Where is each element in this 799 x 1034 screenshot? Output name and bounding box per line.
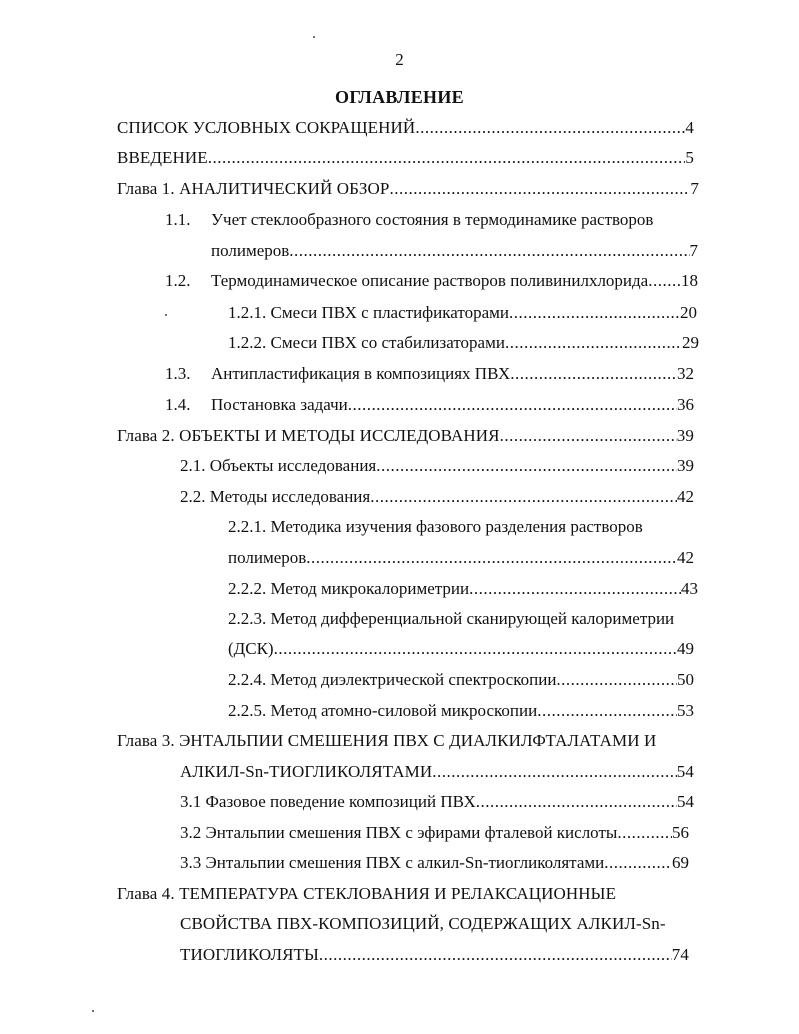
toc-entry-2-2-1: полимеров ..... 42 — [228, 547, 694, 569]
toc-1-3-number: 1.3. — [165, 364, 191, 383]
scan-speck — [165, 314, 167, 316]
toc-1-1-line1: Учет стеклообразного состояния в термодинамике растворов — [211, 210, 654, 229]
toc-entry-2-2-3: (ДСК) ..... 49 — [228, 638, 694, 660]
toc-entry-1-1: полимеров ..... 7 — [211, 240, 698, 262]
toc-chapter-4-line2: СВОЙСТВА ПВХ-КОМПОЗИЦИЙ, СОДЕРЖАЩИХ АЛКИЛ-Sn- — [180, 914, 666, 933]
toc-entry-chapter-3: АЛКИЛ-Sn-ТИОГЛИКОЛЯТАМИ ..... 54 — [180, 761, 694, 783]
toc-entry-1-3: Антипластификация в композициях ПВХ ..... 32 — [211, 363, 694, 385]
toc-entry-chapter-1: Глава 1. АНАЛИТИЧЕСКИЙ ОБЗОР ..... 7 — [117, 178, 699, 200]
toc-1-4-number: 1.4. — [165, 395, 191, 414]
toc-entry-2-2-2: 2.2.2. Метод микрокалориметрии ..... 43 — [228, 578, 698, 600]
toc-entry-introduction: ВВЕДЕНИЕ ..... 5 — [117, 147, 694, 169]
toc-entry-1-2: Термодинамическое описание растворов поливинилхлорида ..... 18 — [211, 270, 698, 292]
toc-entry-2-2-5: 2.2.5. Метод атомно-силовой микроскопии ..... 53 — [228, 700, 694, 722]
toc-entry-2-2-4: 2.2.4. Метод диэлектрической спектроскопии ..... 50 — [228, 669, 694, 691]
toc-chapter-3-line1: Глава 3. ЭНТАЛЬПИИ СМЕШЕНИЯ ПВХ С ДИАЛКИЛФТАЛАТАМИ И — [117, 731, 657, 750]
toc-entry-2-2: 2.2. Методы исследования ..... 42 — [180, 486, 694, 508]
scan-speck — [92, 1010, 94, 1012]
toc-entry-2-1: 2.1. Объекты исследования ..... 39 — [180, 455, 694, 477]
toc-entry-chapter-2: Глава 2. ОБЪЕКТЫ И МЕТОДЫ ИССЛЕДОВАНИЯ ..... 39 — [117, 425, 694, 447]
toc-2-2-1-line1: 2.2.1. Методика изучения фазового разделения растворов — [228, 517, 643, 536]
toc-entry-abbreviations: СПИСОК УСЛОВНЫХ СОКРАЩЕНИЙ ..... 4 — [117, 117, 694, 139]
toc-entry-chapter-4: ТИОГЛИКОЛЯТЫ ..... 74 — [180, 944, 689, 966]
toc-entry-3-2: 3.2 Энтальпии смешения ПВХ с эфирами фталевой кислоты ..... 56 — [180, 822, 689, 844]
toc-entry-3-1: 3.1 Фазовое поведение композиций ПВХ ..... 54 — [180, 791, 694, 813]
toc-entry-1-2-2: 1.2.2. Смеси ПВХ со стабилизаторами ..... 29 — [228, 332, 699, 354]
toc-chapter-4-line1: Глава 4. ТЕМПЕРАТУРА СТЕКЛОВАНИЯ И РЕЛАКСАЦИОННЫЕ — [117, 884, 617, 903]
toc-entry-3-3: 3.3 Энтальпии смешения ПВХ с алкил-Sn-тиогликолятами ..... 69 — [180, 852, 689, 874]
toc-title: ОГЛАВЛЕНИЕ — [335, 87, 464, 107]
toc-1-1-number: 1.1. — [165, 210, 191, 229]
toc-1-2-number: 1.2. — [165, 271, 191, 290]
scan-speck — [313, 36, 315, 38]
toc-entry-1-4: Постановка задачи ..... 36 — [211, 394, 694, 416]
toc-2-2-3-line1: 2.2.3. Метод дифференциальной сканирующей калориметрии — [228, 609, 675, 628]
page-number: 2 — [395, 50, 404, 69]
toc-entry-1-2-1: 1.2.1. Смеси ПВХ с пластификаторами ..... 20 — [228, 302, 697, 324]
